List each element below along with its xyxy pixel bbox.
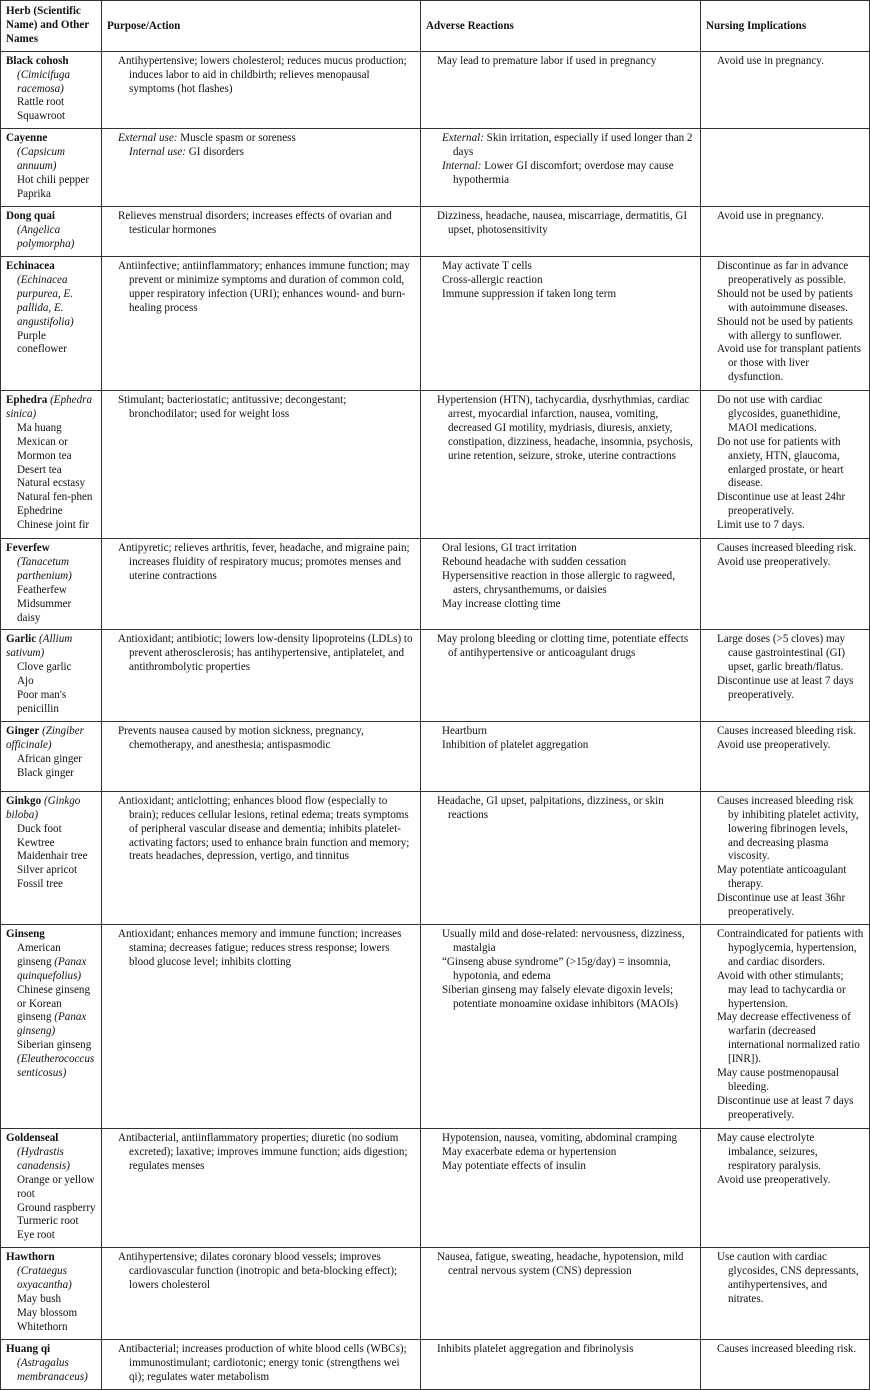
alias-name: Clove garlic xyxy=(17,661,72,674)
purpose-cell xyxy=(102,1248,421,1340)
scientific-name: (Crataegus oxyacantha) xyxy=(17,1265,72,1292)
purpose-text: Antiinfective; antiinflammatory; enhances immune function; may prevent or minimize symptoms and duration of common cold, upper respiratory infection (URI); enhances wound- and burn-healing process xyxy=(118,259,410,314)
adverse-text: May activate T cells xyxy=(442,259,532,272)
nursing-cell xyxy=(701,256,870,390)
adverse-cell xyxy=(421,721,701,791)
adverse-text: Siberian ginseng may falsely elevate digoxin levels; potentiate monoamine oxidase inhibitors (MAOIs) xyxy=(442,983,678,1010)
herb-cell xyxy=(1,129,102,207)
purpose-cell xyxy=(102,256,421,390)
alias-name: Whitethorn xyxy=(17,1320,68,1333)
herb-cell xyxy=(1,207,102,257)
nursing-text: May cause electrolyte imbalance, seizures, respiratory paralysis. xyxy=(717,1132,822,1172)
scientific-name: (Tanacetum parthenium) xyxy=(17,555,72,582)
nursing-cell xyxy=(701,791,870,924)
adverse-text: Hypersensitive reaction in those allergic to ragweed, asters, chrysanthemums, or daisies xyxy=(442,569,675,596)
purpose-cell xyxy=(102,207,421,257)
nursing-text: May potentiate anticoagulant therapy. xyxy=(717,864,847,891)
nursing-text: Causes increased bleeding risk. xyxy=(717,1343,857,1356)
scientific-name: (Hydrastis canadensis) xyxy=(17,1145,70,1172)
alias-name: Duck foot xyxy=(17,822,62,835)
purpose-cell xyxy=(102,721,421,791)
nursing-text: May decrease effectiveness of warfarin (decreased international normalized ratio [INR]). xyxy=(717,1011,860,1066)
adverse-cell xyxy=(421,1340,701,1390)
herb-cell xyxy=(1,538,102,629)
alias-name: Natural fen-phen xyxy=(17,491,93,504)
purpose-text: Antibacterial, antiinflammatory properties; diuretic (no sodium excreted); laxative; improves immune function; aids digestion; regulates menses xyxy=(118,1132,408,1172)
table-row xyxy=(1,1340,870,1390)
purpose-text: Antibacterial; increases production of white blood cells (WBCs); immunostimulant; cardiotonic; energy tonic (strengthens wei qi); regulates water metabolism xyxy=(118,1343,407,1384)
herb-cell xyxy=(1,51,102,129)
herb-name-line xyxy=(6,725,97,753)
nursing-cell xyxy=(701,1248,870,1340)
scientific-name: (Allium sativum) xyxy=(6,633,73,660)
purpose-cell xyxy=(102,925,421,1129)
purpose-cell xyxy=(102,1129,421,1248)
herb-name: Feverfew xyxy=(6,541,50,554)
nursing-text: Should not be used by patients with autoimmune diseases. xyxy=(717,287,853,314)
scientific-name: (Zingiber officinale) xyxy=(6,724,84,751)
purpose-cell xyxy=(102,129,421,207)
header-adverse: Adverse Reactions xyxy=(421,1,701,52)
table-row xyxy=(1,721,870,791)
nursing-text: Causes increased bleeding risk. xyxy=(717,724,857,737)
table-row xyxy=(1,1129,870,1248)
adverse-text: Immune suppression if taken long term xyxy=(442,287,617,300)
label-prefix: External use: xyxy=(118,132,178,145)
scientific-name: (Ginkgo biloba) xyxy=(6,794,81,821)
alias-name: Ma huang xyxy=(17,421,62,434)
adverse-text: Inhibition of platelet aggregation xyxy=(442,738,589,751)
herb-cell xyxy=(1,721,102,791)
alias-name: Turmeric root xyxy=(17,1215,79,1228)
alias-name: Rattle root xyxy=(17,96,65,109)
alias-name: Midsummer daisy xyxy=(17,597,72,624)
nursing-text: Contraindicated for patients with hypoglycemia, hypertension, and cardiac disorders. xyxy=(717,928,864,968)
table-body xyxy=(1,51,870,1390)
table-row xyxy=(1,256,870,390)
herb-name: Goldenseal xyxy=(6,1132,59,1144)
table-row xyxy=(1,390,870,538)
purpose-cell xyxy=(102,791,421,924)
alias-name: Poor man's penicillin xyxy=(17,689,67,715)
table-row xyxy=(1,129,870,207)
herb-name: Hawthorn xyxy=(6,1251,55,1264)
herb-name-line xyxy=(6,795,97,823)
adverse-text: May increase clotting time xyxy=(442,597,561,610)
nursing-cell xyxy=(701,630,870,721)
nursing-text: Discontinue use at least 24hr preoperatively. xyxy=(717,491,846,518)
nursing-cell xyxy=(701,721,870,791)
purpose-text: Antipyretic; relieves arthritis, fever, headache, and migraine pain; increases fluidity of respiratory mucus; promotes menses and uterine contractions xyxy=(118,541,410,582)
herb-name: Ginseng xyxy=(6,928,45,940)
adverse-text: Oral lesions, GI tract irritation xyxy=(442,541,577,554)
herb-name: Ephedra xyxy=(6,393,48,406)
adverse-text: May lead to premature labor if used in pregnancy xyxy=(437,54,657,67)
nursing-text: Do not use for patients with anxiety, HTN, glaucoma, enlarged prostate, or heart disease. xyxy=(717,435,844,490)
alias-name xyxy=(17,942,97,984)
herb-cell xyxy=(1,256,102,390)
alias-name: Mexican or Mormon tea xyxy=(17,435,72,462)
header-purpose: Purpose/Action xyxy=(102,1,421,52)
alias-name: Paprika xyxy=(17,187,51,200)
adverse-cell xyxy=(421,1248,701,1340)
adverse-text: Heartburn xyxy=(442,724,487,737)
nursing-text: Avoid use in pregnancy. xyxy=(717,54,824,67)
adverse-cell xyxy=(421,1129,701,1248)
nursing-text: Avoid with other stimulants; may lead to tachycardia or hypertension. xyxy=(717,969,846,1010)
table-row xyxy=(1,207,870,257)
nursing-cell xyxy=(701,390,870,538)
adverse-text: May exacerbate edema or hypertension xyxy=(442,1145,617,1158)
table-row xyxy=(1,925,870,1129)
nursing-text: Avoid use preoperatively. xyxy=(717,1173,831,1186)
adverse-cell xyxy=(421,630,701,721)
nursing-text: Large doses (>5 cloves) may cause gastrointestinal (GI) upset, garlic breath/flatus. xyxy=(717,633,846,674)
scientific-name: (Echinacea purpurea, E. pallida, E. angustifolia) xyxy=(17,273,74,328)
adverse-text: “Ginseng abuse syndrome” (>15g/day) = insomnia, hypotonia, and edema xyxy=(442,955,671,982)
alias-name: Desert tea xyxy=(17,463,62,476)
table-row xyxy=(1,1248,870,1340)
alias-scientific: (Panax quinquefolius) xyxy=(17,955,87,982)
scientific-name: (Cimicifuga racemosa) xyxy=(17,68,70,95)
purpose-text: Stimulant; bacteriostatic; antitussive; decongestant; bronchodilator; used for weight loss xyxy=(118,393,347,420)
nursing-cell xyxy=(701,538,870,629)
herb-name: Huang qi xyxy=(6,1343,51,1356)
nursing-cell xyxy=(701,51,870,129)
herb-name: Dong quai xyxy=(6,210,56,223)
header-herb: Herb (Scientific Name) and Other Names xyxy=(1,1,102,52)
alias-name xyxy=(17,1039,97,1081)
herb-name: Black cohosh xyxy=(6,54,69,67)
adverse-cell xyxy=(421,538,701,629)
adverse-text: Usually mild and dose-related: nervousness, dizziness, mastalgia xyxy=(442,928,685,954)
adverse-cell xyxy=(421,256,701,390)
nursing-text: Discontinue use at least 7 days preoperatively. xyxy=(717,675,854,702)
herb-cell xyxy=(1,1340,102,1390)
alias-name: Chinese joint fir xyxy=(17,519,90,532)
alias-name: Eye root xyxy=(17,1229,55,1242)
nursing-cell xyxy=(701,207,870,257)
adverse-text: May potentiate effects of insulin xyxy=(442,1159,586,1172)
purpose-text: Antioxidant; antibiotic; lowers low-density lipoproteins (LDLs) to prevent atherosclerosis; has antihypertensive, antiplatelet, and antithrombolytic properties xyxy=(118,633,413,674)
herb-name: Echinacea xyxy=(6,259,55,272)
adverse-text: May prolong bleeding or clotting time, potentiate effects of antihypertensive or anticoagulant drugs xyxy=(437,633,689,660)
adverse-cell xyxy=(421,51,701,129)
herb-cell xyxy=(1,1248,102,1340)
adverse-text: Headache, GI upset, palpitations, dizziness, or skin reactions xyxy=(437,794,664,821)
herb-cell xyxy=(1,630,102,721)
nursing-text: Avoid use preoperatively. xyxy=(717,555,831,568)
herb-name: Ginkgo xyxy=(6,794,42,807)
nursing-text: Use caution with cardiac glycosides, CNS depressants, antihypertensives, and nitrates. xyxy=(717,1251,859,1305)
alias-common: American ginseng xyxy=(17,941,61,968)
nursing-cell xyxy=(701,129,870,207)
adverse-text: Internal: Lower GI discomfort; overdose may cause hypothermia xyxy=(442,160,674,186)
alias-name: Ground raspberry xyxy=(17,1201,96,1214)
nursing-text: Should not be used by patients with allergy to sunflower. xyxy=(717,315,853,342)
alias-common: Chinese ginseng or Korean ginseng xyxy=(17,983,91,1024)
purpose-text: Antioxidant; enhances memory and immune function; increases stamina; decreases fatigue; reduces stress response; lowers blood glucose level; inhibits clotting xyxy=(118,928,402,968)
nursing-text: Avoid use in pregnancy. xyxy=(717,210,824,223)
scientific-name: (Astragalus membranaceus) xyxy=(17,1357,88,1384)
adverse-cell xyxy=(421,925,701,1129)
purpose-text: Antihypertensive; dilates coronary blood vessels; improves cardiovascular function (inotropic and beta-blocking effect); lowers cholesterol xyxy=(118,1251,398,1292)
alias-name: Fossil tree xyxy=(17,878,63,891)
nursing-cell xyxy=(701,1340,870,1390)
purpose-text: Relieves menstrual disorders; increases effects of ovarian and testicular hormones xyxy=(118,210,392,237)
purpose-text: Internal use: GI disorders xyxy=(129,146,244,159)
herb-name: Ginger xyxy=(6,724,40,737)
alias-name: Ajo xyxy=(17,675,34,688)
alias-name: African ginger xyxy=(17,752,82,765)
label-prefix: Internal use: xyxy=(129,146,186,159)
alias-name: May blossom xyxy=(17,1306,78,1319)
alias-scientific: (Panax ginseng) xyxy=(17,1011,87,1038)
alias-name: Squawroot xyxy=(17,110,66,123)
herb-name-line xyxy=(6,394,97,422)
adverse-cell xyxy=(421,390,701,538)
table-row xyxy=(1,791,870,924)
nursing-cell xyxy=(701,925,870,1129)
purpose-text: Antihypertensive; lowers cholesterol; reduces mucus production; induces labor to aid in childbirth; relieves menopausal symptoms (hot flashes) xyxy=(118,54,407,95)
nursing-text: Avoid use preoperatively. xyxy=(717,738,831,751)
nursing-text: Discontinue use at least 7 days preoperatively. xyxy=(717,1094,854,1121)
alias-name: Black ginger xyxy=(17,766,74,779)
herb-name: Cayenne xyxy=(6,132,48,145)
alias-scientific: (Eleutherococcus senticosus) xyxy=(17,1053,95,1080)
alias-name: Silver apricot xyxy=(17,864,78,877)
alias-name: Featherfew xyxy=(17,583,67,596)
adverse-text: Rebound headache with sudden cessation xyxy=(442,555,627,568)
purpose-cell xyxy=(102,1340,421,1390)
herb-cell xyxy=(1,1129,102,1248)
nursing-text: Causes increased bleeding risk. xyxy=(717,541,857,554)
alias-name: Kewtree xyxy=(17,836,55,849)
table-header xyxy=(1,1,870,52)
nursing-text: Discontinue as far in advance preoperatively as possible. xyxy=(717,259,849,286)
herb-name: Garlic xyxy=(6,633,37,646)
adverse-text: External: Skin irritation, especially if used longer than 2 days xyxy=(442,132,693,159)
scientific-name: (Capsicum annuum) xyxy=(17,146,66,173)
alias-name: Natural ecstasy xyxy=(17,477,86,490)
nursing-text: Discontinue use at least 36hr preoperatively. xyxy=(717,892,846,919)
alias-name: Hot chili pepper xyxy=(17,173,90,186)
purpose-text: Prevents nausea caused by motion sickness, pregnancy, chemotherapy, and anesthesia; antispasmodic xyxy=(118,724,364,751)
purpose-text: External use: Muscle spasm or soreness xyxy=(118,132,296,145)
alias-common: Siberian ginseng xyxy=(17,1039,92,1052)
adverse-text: Nausea, fatigue, sweating, headache, hypotension, mild central nervous system (CNS) depression xyxy=(437,1251,684,1278)
label-prefix: External: xyxy=(442,132,484,145)
herb-cell xyxy=(1,390,102,538)
alias-name xyxy=(17,984,97,1040)
nursing-text: Limit use to 7 days. xyxy=(717,519,805,532)
nursing-text: Do not use with cardiac glycosides, guanethidine, MAOI medications. xyxy=(717,393,841,434)
adverse-text: Hypertension (HTN), tachycardia, dysrhythmias, cardiac arrest, myocardial infarction, nausea, vomiting, decreased GI motility, mydriasis, diuresis, anxiety, constipation, dizziness, headache, insomnia, psychosis, urine retention, seizure, stroke, uterine contractions xyxy=(437,393,693,462)
nursing-text: Causes increased bleeding risk by inhibiting platelet activity, lowering fibrinogen levels, and decreasing plasma viscosity. xyxy=(717,794,859,863)
header-row xyxy=(1,1,870,52)
purpose-cell xyxy=(102,390,421,538)
herb-name-line xyxy=(6,633,97,661)
adverse-cell xyxy=(421,791,701,924)
scientific-name: (Angelica polymorpha) xyxy=(17,224,75,251)
alias-name: Orange or yellow root xyxy=(17,1173,95,1200)
adverse-text: Hypotension, nausea, vomiting, abdominal cramping xyxy=(442,1132,678,1144)
alias-name: Ephedrine xyxy=(17,505,63,518)
table-row xyxy=(1,630,870,721)
adverse-text: Inhibits platelet aggregation and fibrinolysis xyxy=(437,1343,634,1356)
scientific-name: (Ephedra sinica) xyxy=(6,393,92,420)
label-prefix: Internal: xyxy=(442,160,482,173)
table-row xyxy=(1,51,870,129)
table-row xyxy=(1,538,870,629)
herb-cell xyxy=(1,925,102,1129)
purpose-text: Antioxidant; anticlotting; enhances blood flow (especially to brain); reduces cellular lesions, retinal edema; treats symptoms of peripheral vascular disease and dementia; inhibits platelet-activating factors; used to enhance brain function and memory; treats headaches, depression, vertigo, and tinnitus xyxy=(118,794,410,863)
nursing-cell xyxy=(701,1129,870,1248)
adverse-cell xyxy=(421,207,701,257)
purpose-cell xyxy=(102,538,421,629)
alias-name: May bush xyxy=(17,1292,62,1305)
adverse-text: Cross-allergic reaction xyxy=(442,273,543,286)
purpose-cell xyxy=(102,630,421,721)
header-nursing: Nursing Implications xyxy=(701,1,870,52)
nursing-text: Avoid use for transplant patients or those with liver dysfunction. xyxy=(717,343,861,384)
adverse-cell xyxy=(421,129,701,207)
purpose-cell xyxy=(102,51,421,129)
adverse-text: Dizziness, headache, nausea, miscarriage, dermatitis, GI upset, photosensitivity xyxy=(437,210,688,237)
nursing-text: May cause postmenopausal bleeding. xyxy=(717,1067,839,1093)
alias-name: Maidenhair tree xyxy=(17,850,88,863)
herb-cell xyxy=(1,791,102,924)
alias-name: Purple coneflower xyxy=(17,329,67,356)
